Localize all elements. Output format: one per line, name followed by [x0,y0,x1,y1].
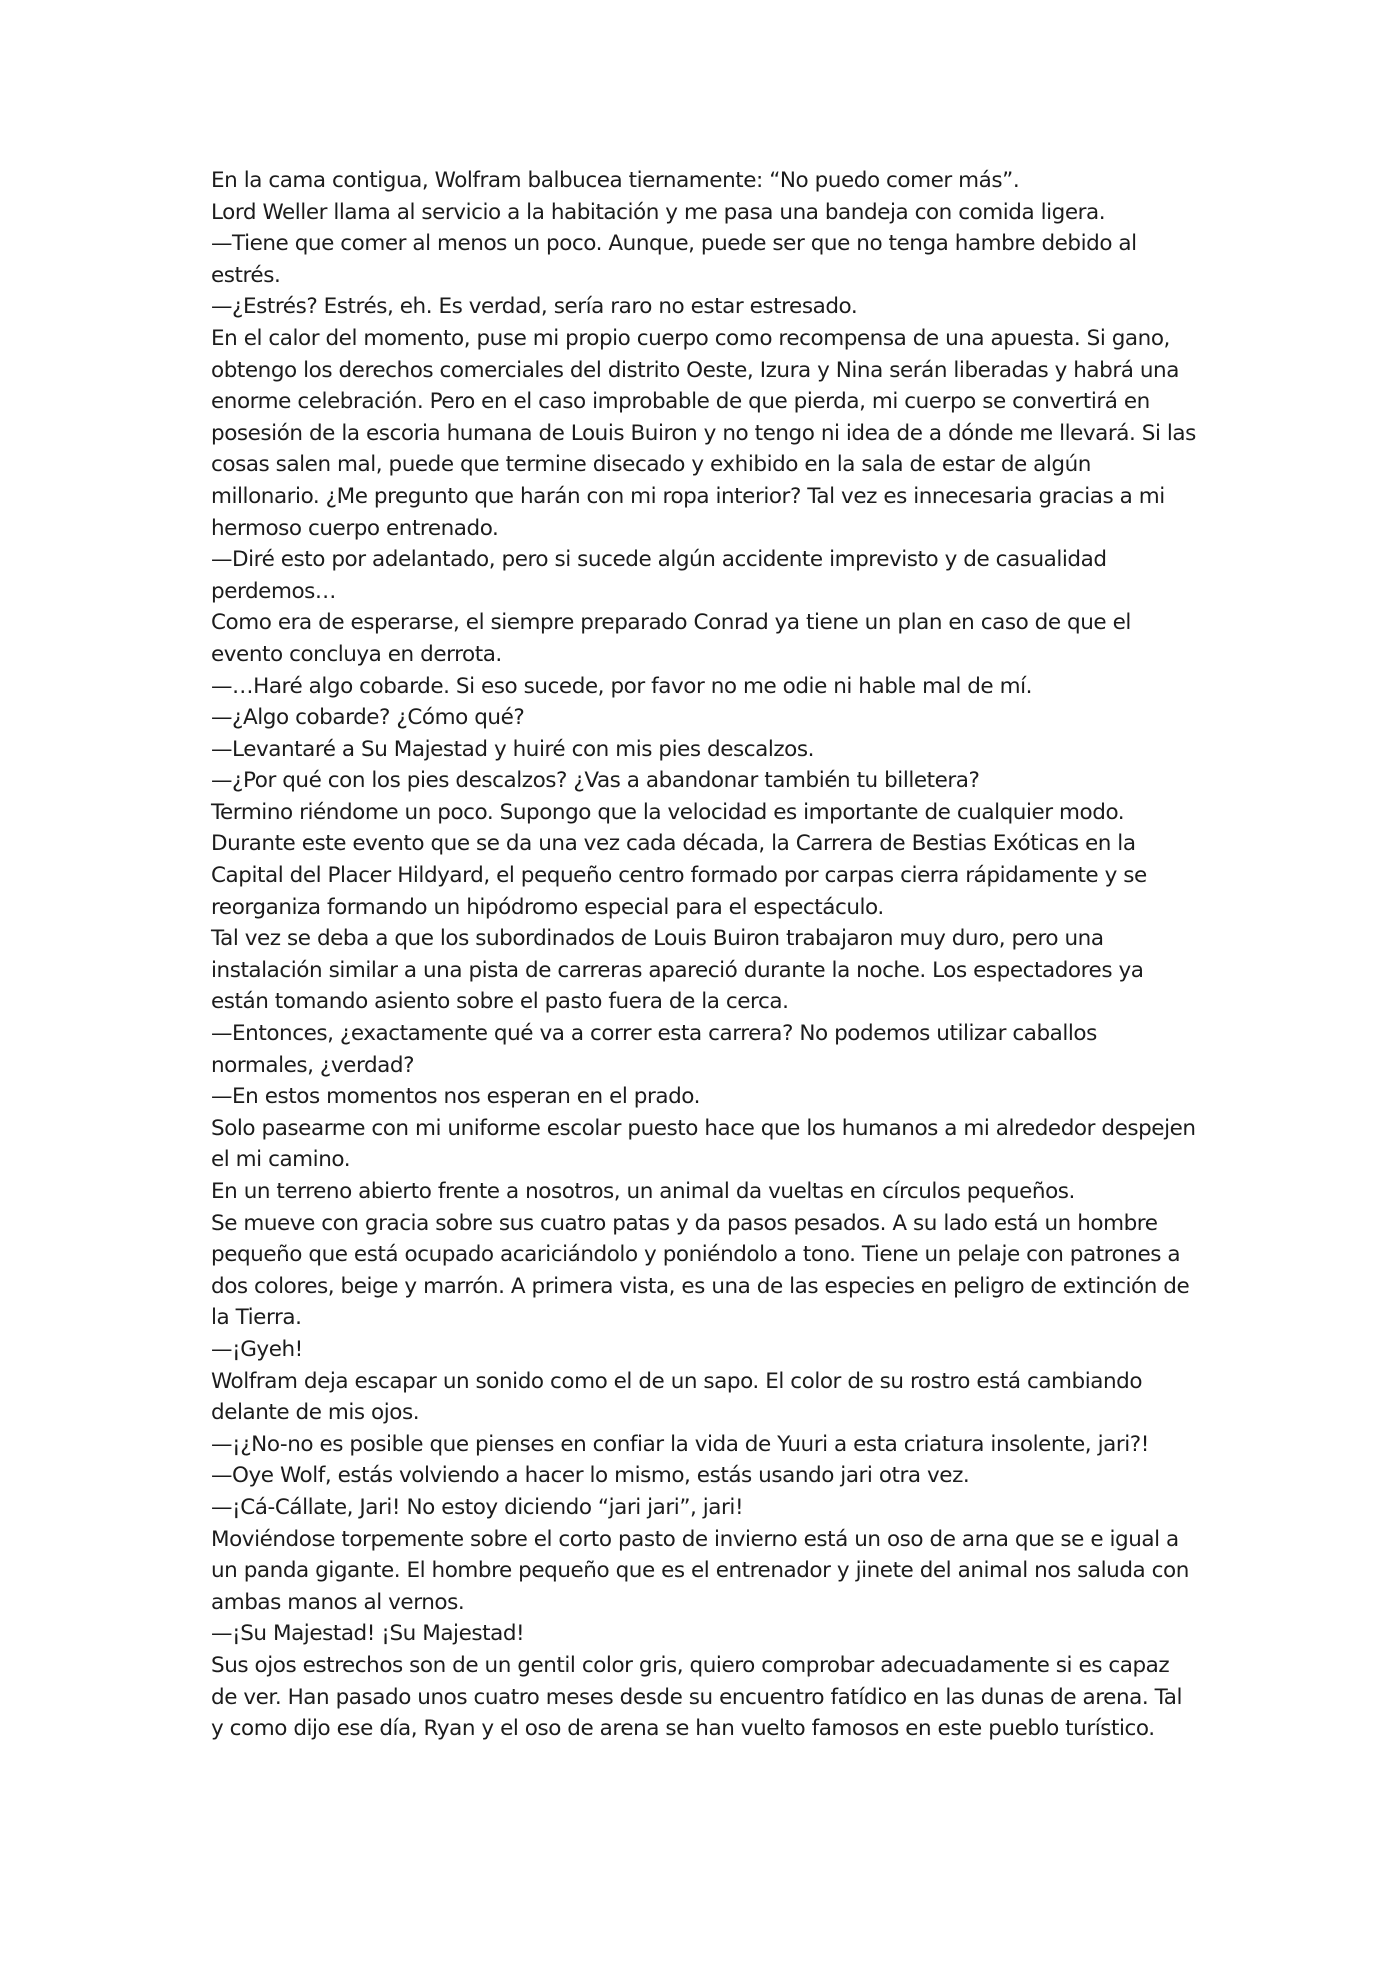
paragraph: Solo pasearme con mi uniforme escolar puesto hace que los humanos a mi alrededor despejen el mi camino. [211,1115,1196,1173]
paragraph: En un terreno abierto frente a nosotros, un animal da vueltas en círculos pequeños. [211,1179,1075,1204]
paragraph: —Oye Wolf, estás volviendo a hacer lo mismo, estás usando jari otra vez. [211,1463,970,1489]
paragraph: En el calor del momento, puse mi propio cuerpo como recompensa de una apuesta. Si gano, obtengo los derechos comerciales del distrito Oeste, Izura y Nina serán liberadas y habrá una enorme celebración. Pero en el caso improbable de que pierda, mi cuerpo se convertirá en posesión de la escoria humana de Louis Buiron y no tengo ni idea de a dónde me llevará. Si las cosas salen mal, puede que termine disecado y exhibido en la sala de estar de algún millonario. ¿Me pregunto que harán con mi ropa interior? Tal vez es innecesaria gracias a mi hermoso cuerpo entrenado. [211,325,1196,541]
paragraph: —Tiene que comer al menos un poco. Aunque, puede ser que no tenga hambre debido al estrés. [211,231,1137,288]
paragraph: —¿Por qué con los pies descalzos? ¿Vas a abandonar también tu billetera? [211,768,980,794]
paragraph: Se mueve con gracia sobre sus cuatro patas y da pasos pesados. A su lado está un hombre pequeño que está ocupado acariciándolo y poniéndolo a tono. Tiene un pelaje con patrones a dos colores, beige y marrón. A primera vista, es una de las especies en peligro de extinción de la Tierra. [211,1210,1190,1331]
paragraph: Termino riéndome un poco. Supongo que la velocidad es importante de cualquier modo. [211,799,1125,825]
paragraph: —En estos momentos nos esperan en el prado. [211,1084,700,1110]
paragraph: —¡Gyeh! [211,1336,303,1362]
paragraph: —¿Estrés? Estrés, eh. Es verdad, sería raro no estar estresado. [211,294,858,320]
paragraph: Lord Weller llama al servicio a la habitación y me pasa una bandeja con comida ligera. [211,199,1106,225]
paragraph: Sus ojos estrechos son de un gentil color gris, quiero comprobar adecuadamente si es capaz de ver. Han pasado unos cuatro meses desde su encuentro fatídico en las dunas de arena. Tal y como dijo ese día, Ryan y el oso de arena se han vuelto famosos en este pueblo turístico. [211,1652,1182,1742]
body-text [211,165,1196,1745]
paragraph: —¿Algo cobarde? ¿Cómo qué? [211,705,525,731]
paragraph: —…Haré algo cobarde. Si eso sucede, por favor no me odie ni hable mal de mí. [211,673,1032,699]
paragraph: —¡Su Majestad! ¡Su Majestad! [211,1621,525,1647]
paragraph: —¡¿No-no es posible que pienses en confiar la vida de Yuuri a esta criatura insolente, jari?! [211,1431,1149,1457]
paragraph: Moviéndose torpemente sobre el corto pasto de invierno está un oso de arna que se e igual a un panda gigante. El hombre pequeño que es el entrenador y jinete del animal nos saluda con ambas manos al vernos. [211,1526,1189,1615]
paragraph: —Entonces, ¿exactamente qué va a correr esta carrera? No podemos utilizar caballos normales, ¿verdad? [211,1021,1097,1078]
paragraph: Tal vez se deba a que los subordinados de Louis Buiron trabajaron muy duro, pero una instalación similar a una pista de carreras apareció durante la noche. Los espectadores ya están tomando asiento sobre el pasto fuera de la cerca. [211,926,1144,1015]
paragraph: Durante este evento que se da una vez cada década, la Carrera de Bestias Exóticas en la Capital del Placer Hildyard, el pequeño centro formado por carpas cierra rápidamente y se reorganiza formando un hipódromo especial para el espectáculo. [211,831,1147,920]
paragraph: En la cama contigua, Wolfram balbucea tiernamente: “No puedo comer más”. [211,168,1020,193]
paragraph: —¡Cá-Cállate, Jari! No estoy diciendo “jari jari”, jari! [211,1494,744,1520]
paragraph: Wolfram deja escapar un sonido como el de un sapo. El color de su rostro está cambiando delante de mis ojos. [211,1368,1143,1426]
paragraph: Como era de esperarse, el siempre preparado Conrad ya tiene un plan en caso de que el evento concluya en derrota. [211,610,1131,667]
paragraph: —Diré esto por adelantado, pero si sucede algún accidente imprevisto y de casualidad perdemos… [211,547,1107,604]
paragraph: —Levantaré a Su Majestad y huiré con mis pies descalzos. [211,736,815,762]
